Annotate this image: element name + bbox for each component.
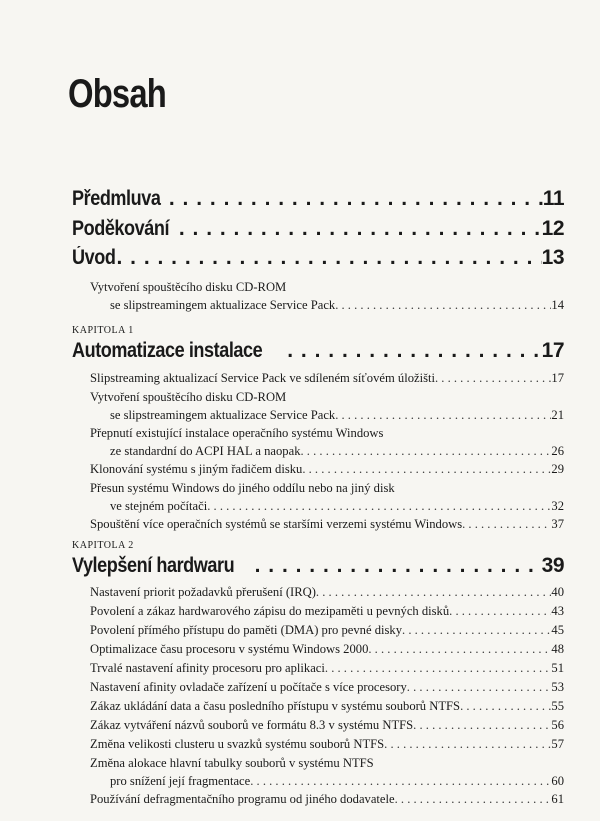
leader-dots bbox=[335, 296, 551, 314]
toc-subentry[interactable] bbox=[90, 790, 564, 808]
entry-page: 14 bbox=[551, 298, 564, 312]
toc-subentry[interactable] bbox=[90, 583, 564, 601]
entry-page: 12 bbox=[541, 217, 564, 240]
entry-label: Automatizace instalace bbox=[72, 339, 263, 362]
leader-dots bbox=[449, 602, 551, 620]
leader-dots bbox=[250, 772, 551, 790]
toc-subentry[interactable] bbox=[90, 716, 564, 734]
entry-page: 45 bbox=[551, 623, 564, 637]
leader-dots bbox=[207, 497, 551, 515]
entry-page: 13 bbox=[541, 246, 564, 269]
leader-dots bbox=[301, 442, 552, 460]
entry-page: 29 bbox=[551, 462, 564, 476]
leader-dots bbox=[255, 554, 542, 578]
leader-dots bbox=[435, 369, 551, 387]
entry-page: 11 bbox=[542, 187, 564, 210]
entry-line1: Změna alokace hlavní tabulky souborů v systému NTFS bbox=[90, 756, 374, 770]
entry-line2: Povolení a zákaz hardwarového zápisu do mezipaměti u pevných disků . . . 43 bbox=[90, 602, 564, 620]
leader-dots bbox=[407, 678, 552, 696]
toc-subentry[interactable] bbox=[90, 735, 564, 753]
entry-line2: pro snížení její fragmentace . . . 60 bbox=[90, 772, 564, 790]
toc-entry-uvod[interactable] bbox=[72, 246, 564, 270]
toc-subentry[interactable] bbox=[90, 754, 564, 790]
entry-page: 26 bbox=[551, 444, 564, 458]
leader-dots bbox=[325, 659, 552, 677]
entry-label: Poděkování bbox=[72, 217, 170, 240]
entry-line2: Klonování systému s jiným řadičem disku . . . 29 bbox=[90, 460, 564, 478]
toc-entry-predmluva[interactable] bbox=[72, 187, 564, 211]
leader-dots bbox=[368, 640, 551, 658]
entry-line2: Zákaz vytváření názvů souborů ve formátu 8.3 v systému NTFS . . . 56 bbox=[90, 716, 564, 734]
chapter-title-1[interactable] bbox=[72, 339, 564, 363]
leader-dots bbox=[460, 697, 551, 715]
entry-label: Předmluva bbox=[72, 187, 161, 210]
entry-line1: Přepnutí existující instalace operačního systému Windows bbox=[90, 426, 384, 440]
leader-dots bbox=[413, 716, 551, 734]
entry-line1: Vytvoření spouštěcího disku CD-ROM bbox=[90, 390, 287, 404]
entry-label: Vylepšení hardwaru bbox=[72, 554, 235, 577]
entry-page: 17 bbox=[551, 371, 564, 385]
leader-dots bbox=[179, 217, 542, 241]
leader-dots bbox=[117, 246, 542, 270]
toc-subentry[interactable] bbox=[90, 678, 564, 696]
page-title: Obsah bbox=[68, 72, 166, 116]
entry-line2: ze standardní do ACPI HAL a naopak . . . 26 bbox=[90, 442, 564, 460]
chapter-title-2[interactable] bbox=[72, 554, 564, 578]
entry-page: 21 bbox=[551, 408, 564, 422]
entry-line2: Spouštění více operačních systémů se staršími verzemi systému Windows . . . 37 bbox=[90, 515, 564, 533]
entry-page: 55 bbox=[551, 699, 564, 713]
leader-dots bbox=[335, 406, 551, 424]
entry-page: 39 bbox=[541, 554, 564, 577]
entry-page: 61 bbox=[551, 792, 564, 806]
leader-dots bbox=[384, 735, 551, 753]
toc-entry-podekovani[interactable] bbox=[72, 217, 564, 241]
entry-line1: Přesun systému Windows do jiného oddílu nebo na jiný disk bbox=[90, 481, 395, 495]
entry-line2: Optimalizace času procesoru v systému Windows 2000 . . . 48 bbox=[90, 640, 564, 658]
entry-line2: ve stejném počítači . . . 32 bbox=[90, 497, 564, 515]
entry-line2: Nastavení afinity ovladače zařízení u počítače s více procesory . . . 53 bbox=[90, 678, 564, 696]
entry-line2: Používání defragmentačního programu od jiného dodavatele . . . 61 bbox=[90, 790, 564, 808]
leader-dots bbox=[169, 187, 543, 211]
entry-page: 53 bbox=[551, 680, 564, 694]
entry-page: 51 bbox=[551, 661, 564, 675]
entry-line2: se slipstreamingem aktualizace Service Pack . . . 21 bbox=[90, 406, 564, 424]
entry-page: 40 bbox=[551, 585, 564, 599]
entry-page: 56 bbox=[551, 718, 564, 732]
chapter-kicker: KAPITOLA 2 bbox=[72, 540, 134, 551]
chapter-kicker: KAPITOLA 1 bbox=[72, 325, 134, 336]
leader-dots bbox=[302, 460, 551, 478]
toc-subentry[interactable] bbox=[90, 621, 564, 639]
toc-subentry[interactable] bbox=[90, 697, 564, 715]
leader-dots bbox=[402, 621, 551, 639]
entry-page: 57 bbox=[551, 737, 564, 751]
entry-line2: Změna velikosti clusteru u svazků systému souborů NTFS . . . 57 bbox=[90, 735, 564, 753]
entry-line2: Slipstreaming aktualizací Service Pack ve sdíleném síťovém úložišti . . . 17 bbox=[90, 369, 564, 387]
toc-subentry[interactable] bbox=[90, 640, 564, 658]
toc-subentry[interactable] bbox=[90, 659, 564, 677]
entry-page: 48 bbox=[551, 642, 564, 656]
entry-line2: Trvalé nastavení afinity procesoru pro aplikaci . . . 51 bbox=[90, 659, 564, 677]
entry-line1: Vytvoření spouštěcího disku CD-ROM bbox=[90, 280, 287, 294]
entry-page: 60 bbox=[551, 774, 564, 788]
entry-line2: Zákaz ukládání data a času posledního přístupu v systému souborů NTFS . . . 55 bbox=[90, 697, 564, 715]
entry-page: 43 bbox=[551, 604, 564, 618]
toc-subentry[interactable] bbox=[90, 460, 564, 478]
leader-dots bbox=[287, 339, 541, 363]
toc-subentry[interactable] bbox=[90, 369, 564, 387]
entry-line2: se slipstreamingem aktualizace Service Pack . . . 14 bbox=[90, 296, 564, 314]
entry-label: Úvod bbox=[72, 246, 116, 269]
entry-line2: Nastavení priorit požadavků přerušení (IRQ) . . . 40 bbox=[90, 583, 564, 601]
toc-subentry[interactable] bbox=[90, 278, 564, 314]
toc-subentry[interactable] bbox=[90, 479, 564, 515]
entry-line2: Povolení přímého přístupu do paměti (DMA) pro pevné disky . . . 45 bbox=[90, 621, 564, 639]
leader-dots bbox=[316, 583, 551, 601]
toc-subentry[interactable] bbox=[90, 424, 564, 460]
entry-page: 17 bbox=[541, 339, 564, 362]
leader-dots bbox=[395, 790, 552, 808]
entry-page: 32 bbox=[551, 499, 564, 513]
entry-page: 37 bbox=[551, 517, 564, 531]
toc-subentry[interactable] bbox=[90, 388, 564, 424]
leader-dots bbox=[462, 515, 551, 533]
toc-subentry[interactable] bbox=[90, 602, 564, 620]
toc-subentry[interactable] bbox=[90, 515, 564, 533]
